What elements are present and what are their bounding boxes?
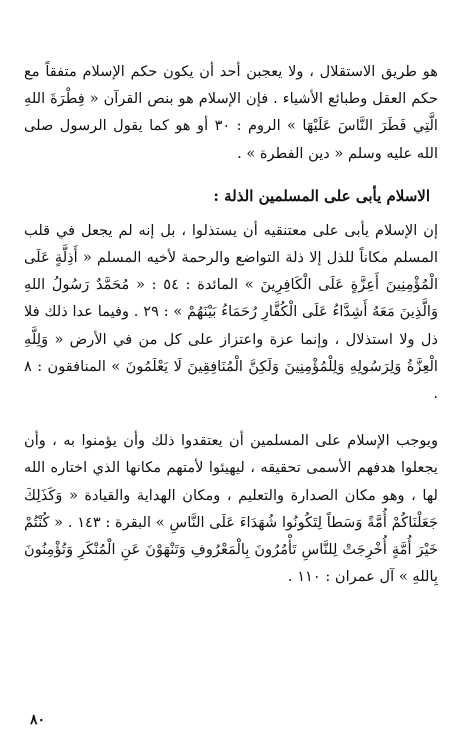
paragraph-obligation: ويوجب الإسلام على المسلمين أن يعتقدوا ذلك وأن يؤمنوا به ، وأن يجعلوا هدفهم الأسمى تحقيقه ، ليهيئوا لأمتهم مكانها الذي اختاره الله لها ، وهو مكان الصدارة والتعليم ، ومكان الهداية والقيادة « وَكَذَلِكَ جَعَلْنَاكُمْ أُمَّةً وَسَطاً لِتَكُونُوا شُهَدَاءَ عَلَى النَّاسِ » البقرة : ١٤٣ . « كُنْتُمْ خَيْرَ أُمَّةٍ أُخْرِجَتْ لِلنَّاسِ تَأْمُرُونَ بِالْمَعْرُوفِ وَتَنْهَوْنَ عَنِ الْمُنْكَرِ وَتُؤْمِنُونَ بِاللهِ » آل عمران : ١١٠ . — [24, 432, 438, 586]
page-number: ٨٠ — [30, 712, 46, 728]
section-heading: الاسلام يأبى على المسلمين الذلة : — [213, 186, 430, 205]
paragraph-humiliation: إن الإسلام يأبى على معتنقيه أن يستذلوا ، بل إنه لم يجعل في قلب المسلم مكاناً للذل إلا ذلة التواضع والرحمة لأخيه المسلم « أَذِلَّةٍ عَلَى الْمُؤْمِنِينَ أَعِزَّةٍ عَلَى الْكَافِرِينَ » المائدة : ٥٤ : « مُحَمَّدٌ رَسُولُ اللهِ وَالَّذِينَ مَعَهُ أَشِدَّاءُ عَلَى الْكُفَّارِ رُحَمَاءُ بَيْنَهُمْ » : ٢٩ . وفيما عدا ذلك فلا ذل ولا استذلال ، وإنما عزة واعتزاز على كل من في الأرض « وَلِلَّهِ الْعِزَّةُ وَلِرَسُولِهِ وَلِلْمُؤْمِنِينَ وَلَكِنَّ الْمُنَافِقِينَ لَا يَعْلَمُونَ » المنافقون : ٨ . — [24, 221, 439, 403]
paragraph-independence: هو طريق الاستقلال ، ولا يعجبن أحد أن يكون حكم الإسلام متفقاً مع حكم العقل وطبائع الأشياء . فإن الإسلام هو بنص القرآن « فِطْرَةَ اللهِ الَّتِي فَطَرَ النَّاسَ عَلَيْهَا » الروم : ٣٠ أو هو كما يقول الرسول صلى الله عليه وسلم « دين الفطرة » . — [24, 63, 438, 162]
